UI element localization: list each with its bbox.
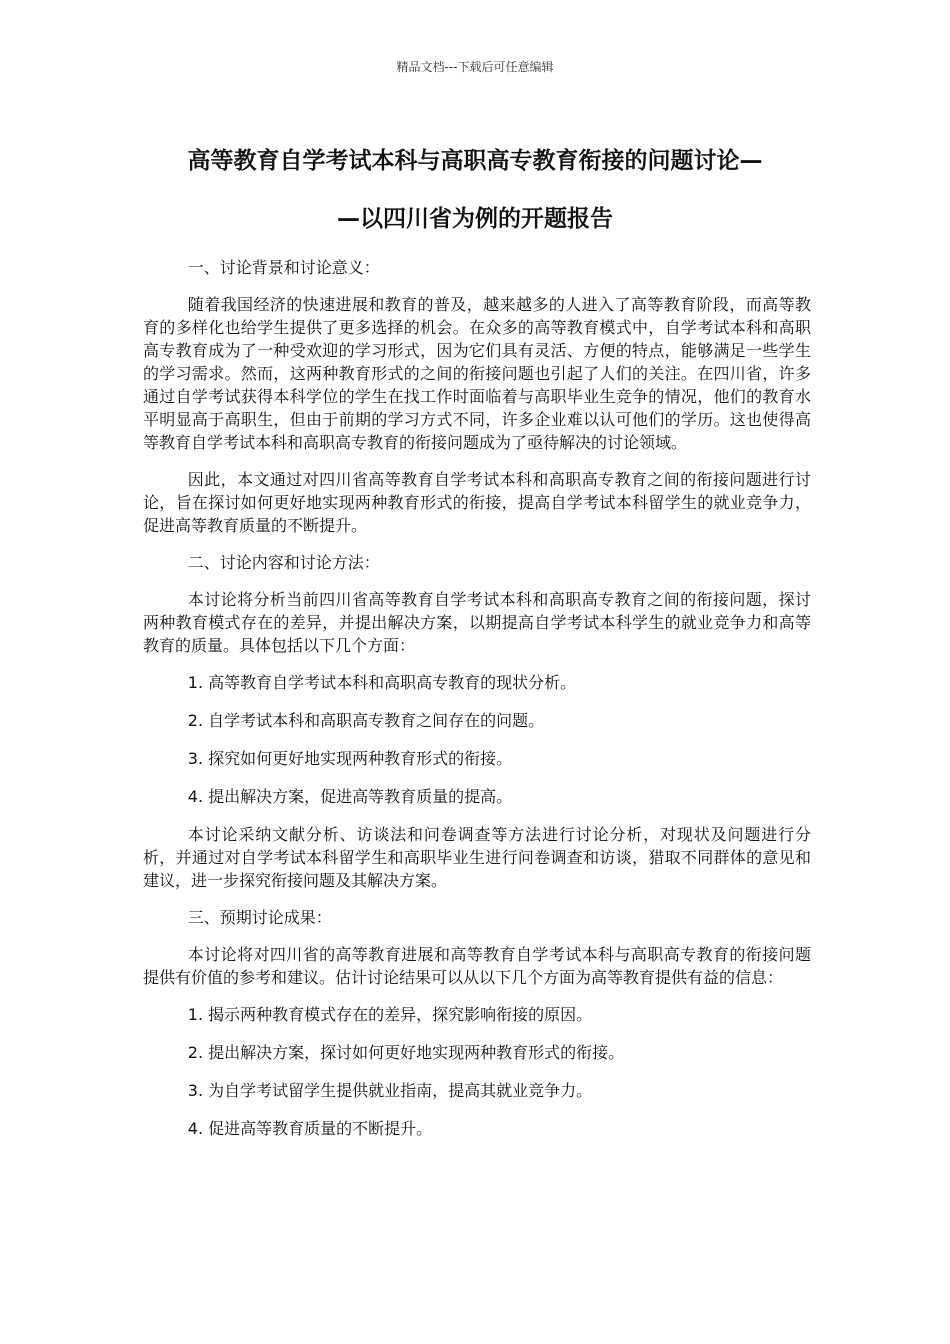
section-3-intro: 本讨论将对四川省的高等教育进展和高等教育自学考试本科与高职高专教育的衔接问题提供有价值的参考和建议。估计讨论结果可以从以下几个方面为高等教育提供有益的信息：: [143, 945, 811, 987]
title-line-2: —以四川省为例的开题报告: [337, 206, 613, 232]
section-3-heading: 三、预期讨论成果：: [187, 908, 332, 927]
section-2-item-1: 1. 高等教育自学考试本科和高职高专教育的现状分析。: [187, 673, 577, 692]
section-1-paragraph-2: 因此，本文通过对四川省高等教育自学考试本科和高职高专教育之间的衔接问题进行讨论，旨在探讨如何更好地实现两种教育形式的衔接，提高自学考试本科留学生的就业竞争力，促进高等教育质量的不断提升。: [143, 470, 811, 535]
section-2-intro: 本讨论将分析当前四川省高等教育自学考试本科和高职高专教育之间的衔接问题，探讨两种教育模式存在的差异，并提出解决方案，以期提高自学考试本科学生的就业竞争力和高等教育的质量。具体包括以下几个方面：: [143, 590, 811, 655]
section-3-item-1: 1. 揭示两种教育模式存在的差异，探究影响衔接的原因。: [187, 1005, 593, 1024]
section-2-method: 本讨论采纳文献分析、访谈法和问卷调查等方法进行讨论分析，对现状及问题进行分析，并通过对自学考试本科留学生和高职毕业生进行问卷调查和访谈，猎取不同群体的意见和建议，进一步探究衔接问题及其解决方案。: [143, 825, 811, 890]
section-2-item-3: 3. 探究如何更好地实现两种教育形式的衔接。: [187, 749, 513, 768]
title-line-1: 高等教育自学考试本科与高职高专教育衔接的问题讨论—: [187, 148, 763, 174]
header-note: 精品文档---下载后可任意编辑: [396, 60, 554, 74]
section-3-item-2: 2. 提出解决方案，探讨如何更好地实现两种教育形式的衔接。: [187, 1043, 625, 1062]
section-2-heading: 二、讨论内容和讨论方法：: [187, 553, 380, 572]
document-body: [143, 256, 811, 1155]
section-1-paragraph-1: 随着我国经济的快速进展和教育的普及，越来越多的人进入了高等教育阶段，而高等教育的多样化也给学生提供了更多选择的机会。在众多的高等教育模式中，自学考试本科和高职高专教育成为了一种受欢迎的学习形式，因为它们具有灵活、方便的特点，能够满足一些学生的学习需求。然而，这两种教育形式的之间的衔接问题也引起了人们的关注。在四川省，许多通过自学考试获得本科学位的学生在找工作时面临着与高职毕业生竞争的情况，他们的教育水平明显高于高职生，但由于前期的学习方式不同，许多企业难以认可他们的学历。这也使得高等教育自学考试本科和高职高专教育的衔接问题成为了亟待解决的讨论领域。: [143, 295, 811, 452]
section-2-item-4: 4. 提出解决方案，促进高等教育质量的提高。: [187, 787, 513, 806]
section-1-heading: 一、讨论背景和讨论意义：: [187, 258, 380, 277]
section-3-item-4: 4. 促进高等教育质量的不断提升。: [187, 1119, 433, 1138]
page-title: [120, 132, 830, 248]
section-2-item-2: 2. 自学考试本科和高职高专教育之间存在的问题。: [187, 711, 545, 730]
section-3-item-3: 3. 为自学考试留学生提供就业指南，提高其就业竞争力。: [187, 1081, 593, 1100]
